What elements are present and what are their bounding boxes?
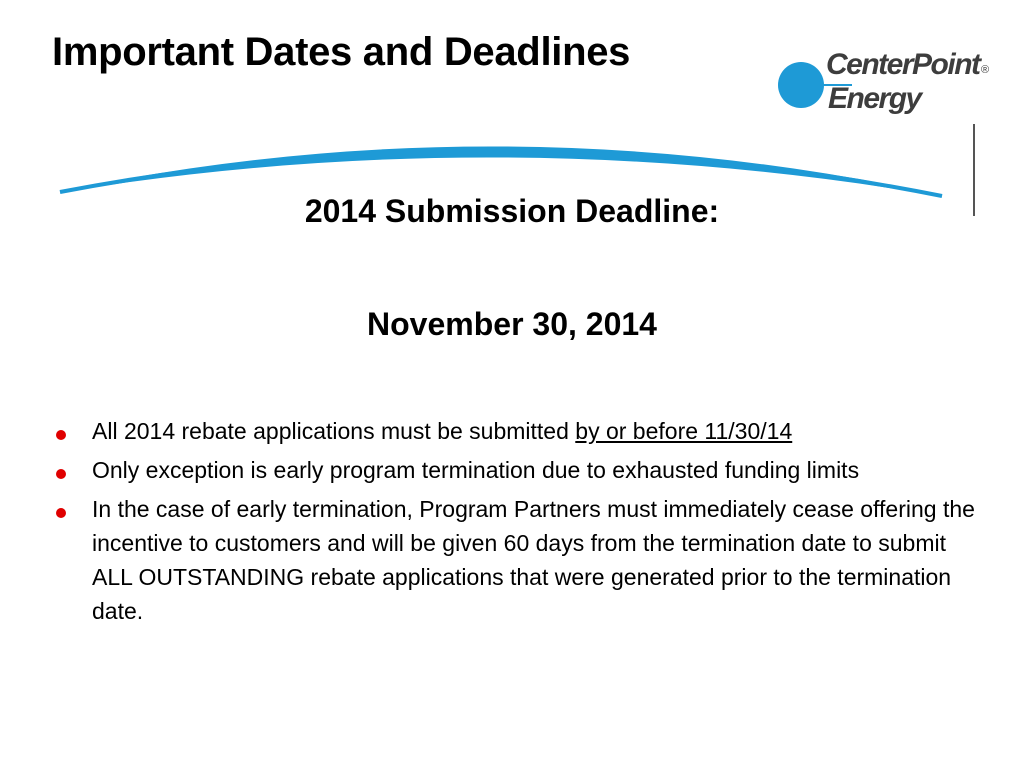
bullet-list [55,414,975,633]
bullet-text: All 2014 rebate applications must be submitted [92,418,576,444]
logo-word-centerpoint: CenterPoint [826,48,980,81]
logo-word-energy: Energy [828,82,921,115]
deadline-date: November 30, 2014 [367,306,657,342]
bullet-item [55,492,975,628]
centerpoint-energy-logo [774,48,1004,128]
registered-mark: ® [981,64,990,76]
bullet-dot-icon [56,508,66,518]
bullet-dot-icon [56,430,66,440]
bullet-item [55,414,975,448]
slide-title: Important Dates and Deadlines [52,30,631,74]
bullet-emphasis: by or before 11/30/14 [575,418,793,444]
bullet-text: In the case of early termination, Program Partners must immediately cease offering the incentive to customers and will be given 60 days from the termination date to submit ALL OUTSTANDING rebate applications that were generated prior to the termination date. [92,496,975,624]
bullet-dot-icon [56,469,66,479]
bullet-text: Only exception is early program termination due to exhausted funding limits [92,457,860,483]
deadline-heading: 2014 Submission Deadline: [304,193,720,229]
bullet-item [55,453,975,487]
